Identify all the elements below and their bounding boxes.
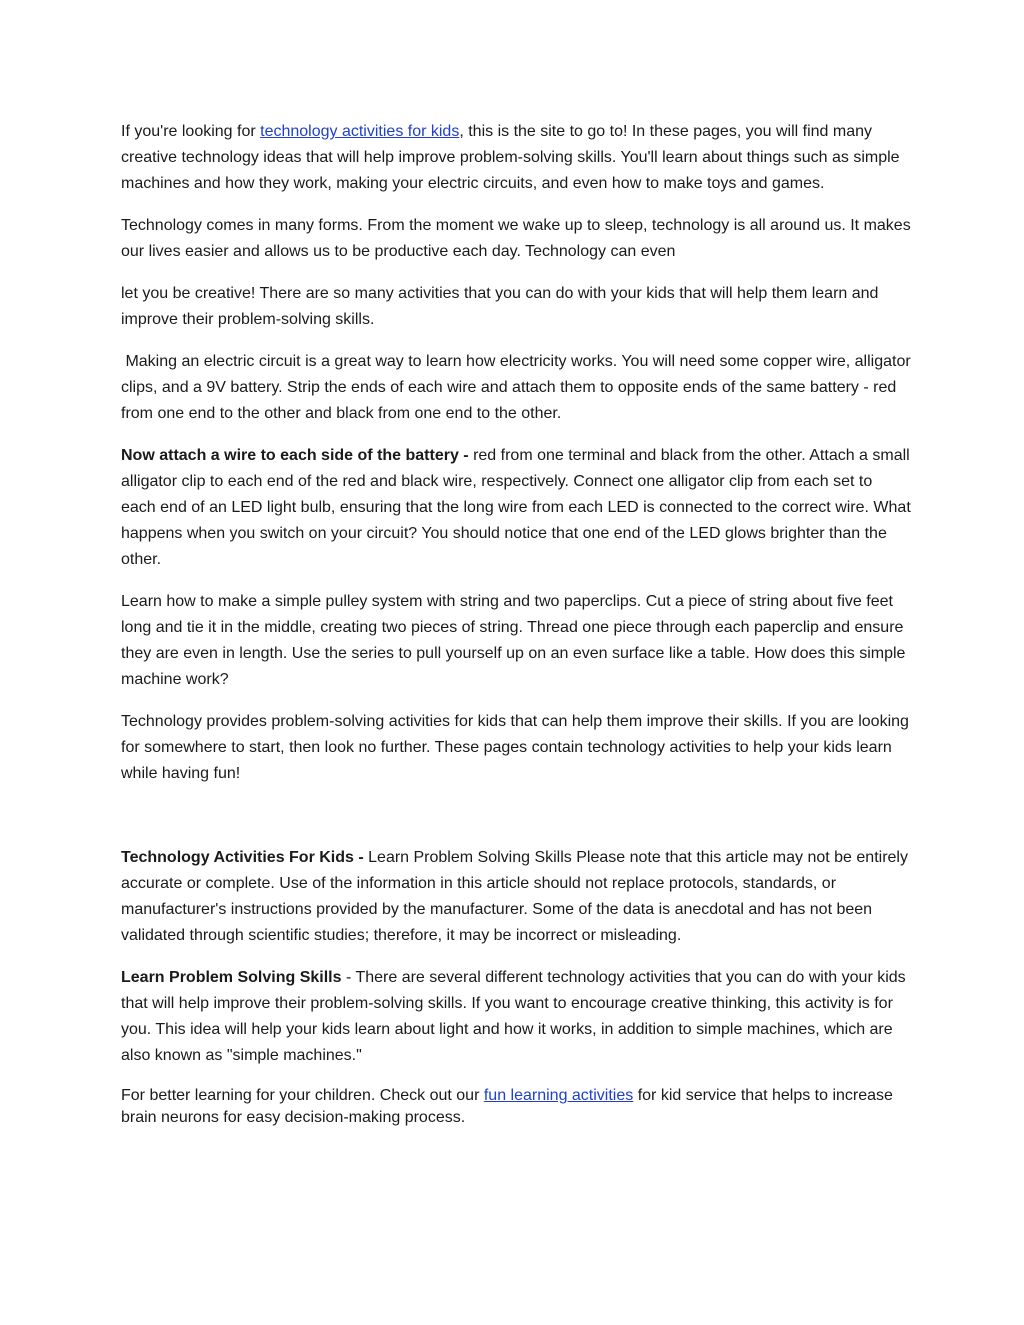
fun-learning-text-start: For better learning for your children. Check out our [121, 1087, 484, 1104]
attach-wire-paragraph [121, 443, 911, 573]
attach-wire-text: red from one terminal and black from the other. Attach a small alligator clip to each end of the red and black wire, respectively. Connect one alligator clip from each set to each end of an LED light bulb, ensuring that the long wire from each LED is connected to the correct wire. What happens when you switch on your circuit? You should notice that one end of the LED glows brighter than the other. [121, 447, 911, 568]
creative-paragraph: let you be creative! There are so many activities that you can do with your kids that will help them learn and improve their problem-solving skills. [121, 285, 879, 328]
fun-learning-activities-link[interactable]: fun learning activities [483, 1087, 634, 1104]
disclaimer-heading: Technology Activities For Kids - [121, 849, 369, 866]
learn-skills-heading: Learn Problem Solving Skills [121, 969, 342, 986]
electric-circuit-paragraph: Making an electric circuit is a great way to learn how electricity works. You will need some copper wire, alligator clips, and a 9V battery. Strip the ends of each wire and attach them to opposite ends of the same battery - red from one end to the other and black from one end to the other. [121, 353, 916, 422]
attach-wire-heading: Now attach a wire to each side of the battery - [121, 447, 474, 464]
fun-learning-paragraph [121, 1085, 911, 1129]
learn-skills-text: - There are several different technology activities that you can do with your kids that will help improve their problem-solving skills. If you want to encourage creative thinking, this activity is for you. This idea will help your kids learn about light and how it works, in addition to simple machines, which are also known as "simple machines." [121, 969, 906, 1064]
article-body [121, 119, 916, 1145]
intro-text-start: If you're looking for [121, 123, 261, 140]
problem-solving-paragraph: Technology provides problem-solving activities for kids that can help them improve their skills. If you are looking for somewhere to start, then look no further. These pages contain technology activities to help your kids learn while having fun! [121, 713, 909, 782]
learn-skills-paragraph [121, 965, 911, 1069]
pulley-paragraph: Learn how to make a simple pulley system with string and two paperclips. Cut a piece of string about five feet long and tie it in the middle, creating two pieces of string. Thread one piece through each paperclip and ensure they are even in length. Use the series to pull yourself up on an even surface like a table. How does this simple machine work? [121, 593, 906, 688]
disclaimer-text: Learn Problem Solving Skills Please note that this article may not be entirely accurate or complete. Use of the information in this article should not replace protocols, standards, or manufacturer's instructions provided by the manufacturer. Some of the data is anecdotal and has not been validated through scientific studies; therefore, it may be incorrect or misleading. [121, 849, 908, 944]
intro-text-end: , this is the site to go to! In these pages, you will find many creative technology ideas that will help improve problem-solving skills. You'll learn about things such as simple machines and how they work, making your electric circuits, and even how to make toys and games. [121, 123, 900, 192]
fun-learning-text-end: for kid service that helps to increase brain neurons for easy decision-making process. [121, 1087, 893, 1126]
intro-paragraph [121, 119, 911, 197]
technology-activities-link[interactable]: technology activities for kids [260, 123, 460, 140]
technology-forms-paragraph: Technology comes in many forms. From the moment we wake up to sleep, technology is all around us. It makes our lives easier and allows us to be productive each day. Technology can even [121, 217, 911, 260]
disclaimer-paragraph [121, 845, 911, 949]
